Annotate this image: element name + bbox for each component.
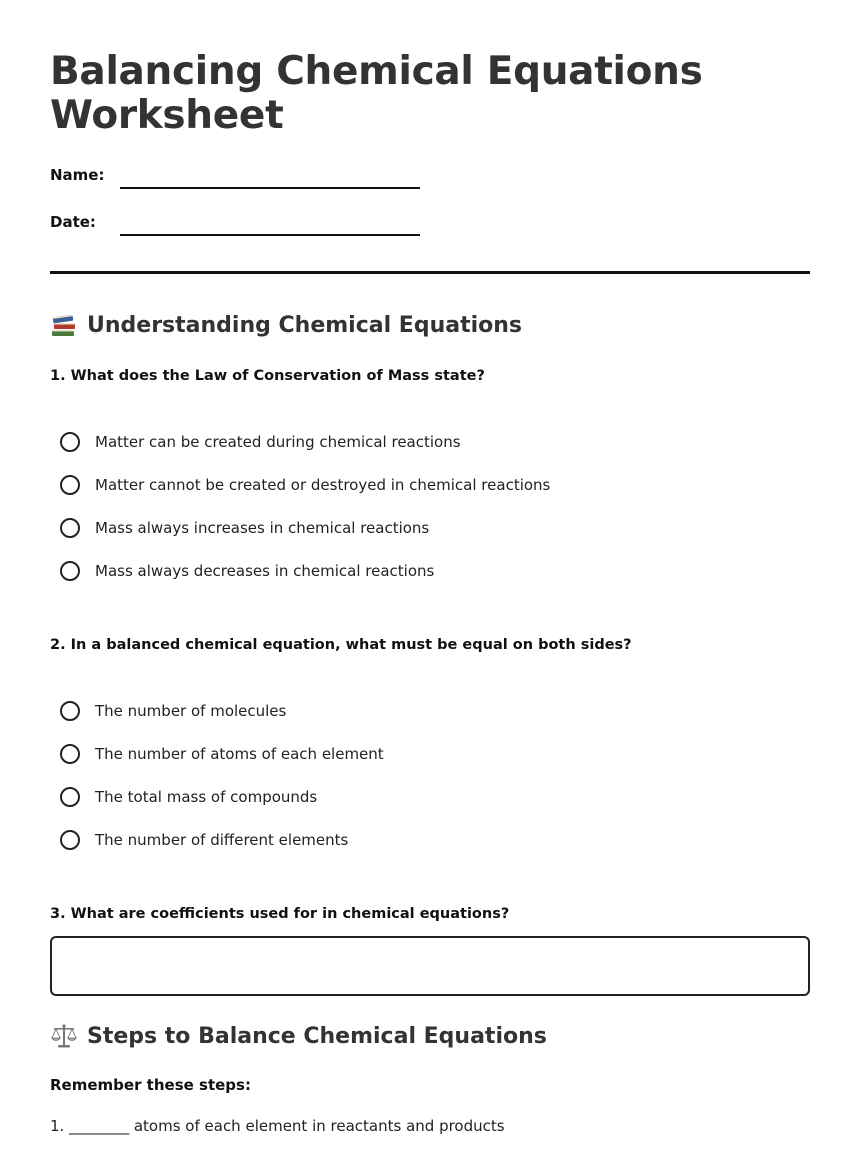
q2-option-3[interactable] bbox=[60, 787, 317, 807]
name-label: Name: bbox=[50, 166, 105, 184]
q2-option-2[interactable] bbox=[60, 744, 384, 764]
name-field[interactable] bbox=[120, 187, 420, 189]
section-title: Steps to Balance Chemical Equations bbox=[87, 1023, 547, 1049]
option-label: Mass always increases in chemical reactions bbox=[95, 519, 430, 537]
answer-textarea[interactable] bbox=[50, 936, 810, 996]
q1-option-1[interactable] bbox=[60, 432, 461, 452]
step-item-1: 1. ________ atoms of each element in reactants and products bbox=[50, 1117, 505, 1135]
section-title: Understanding Chemical Equations bbox=[87, 312, 523, 338]
date-label: Date: bbox=[50, 213, 96, 231]
section-heading-understanding bbox=[50, 311, 522, 339]
question-2: 2. In a balanced chemical equation, what must be equal on both sides? bbox=[50, 637, 632, 653]
q1-option-4[interactable] bbox=[60, 561, 434, 581]
option-label: Mass always decreases in chemical reactions bbox=[95, 562, 435, 580]
balance-scale-icon bbox=[50, 1022, 78, 1050]
radio-button[interactable] bbox=[60, 561, 80, 581]
option-label: The number of different elements bbox=[95, 831, 349, 849]
question-1: 1. What does the Law of Conservation of Mass state? bbox=[50, 368, 485, 384]
option-label: Matter can be created during chemical reactions bbox=[95, 433, 461, 451]
radio-button[interactable] bbox=[60, 518, 80, 538]
question-3: 3. What are coefficients used for in chemical equations? bbox=[50, 906, 510, 922]
radio-button[interactable] bbox=[60, 787, 80, 807]
radio-button[interactable] bbox=[60, 744, 80, 764]
section-heading-steps bbox=[50, 1022, 547, 1050]
q1-option-3[interactable] bbox=[60, 518, 429, 538]
radio-button[interactable] bbox=[60, 830, 80, 850]
remember-label: Remember these steps: bbox=[50, 1076, 251, 1094]
header-divider bbox=[50, 271, 810, 274]
radio-button[interactable] bbox=[60, 432, 80, 452]
books-icon bbox=[50, 311, 78, 339]
option-label: The number of molecules bbox=[95, 702, 287, 720]
radio-button[interactable] bbox=[60, 701, 80, 721]
page-title: Balancing Chemical Equations Worksheet bbox=[50, 49, 703, 138]
q1-option-2[interactable] bbox=[60, 475, 550, 495]
option-label: Matter cannot be created or destroyed in chemical reactions bbox=[95, 476, 551, 494]
q2-option-1[interactable] bbox=[60, 701, 286, 721]
date-field[interactable] bbox=[120, 234, 420, 236]
option-label: The number of atoms of each element bbox=[95, 745, 384, 763]
radio-button[interactable] bbox=[60, 475, 80, 495]
q2-option-4[interactable] bbox=[60, 830, 348, 850]
option-label: The total mass of compounds bbox=[95, 788, 318, 806]
